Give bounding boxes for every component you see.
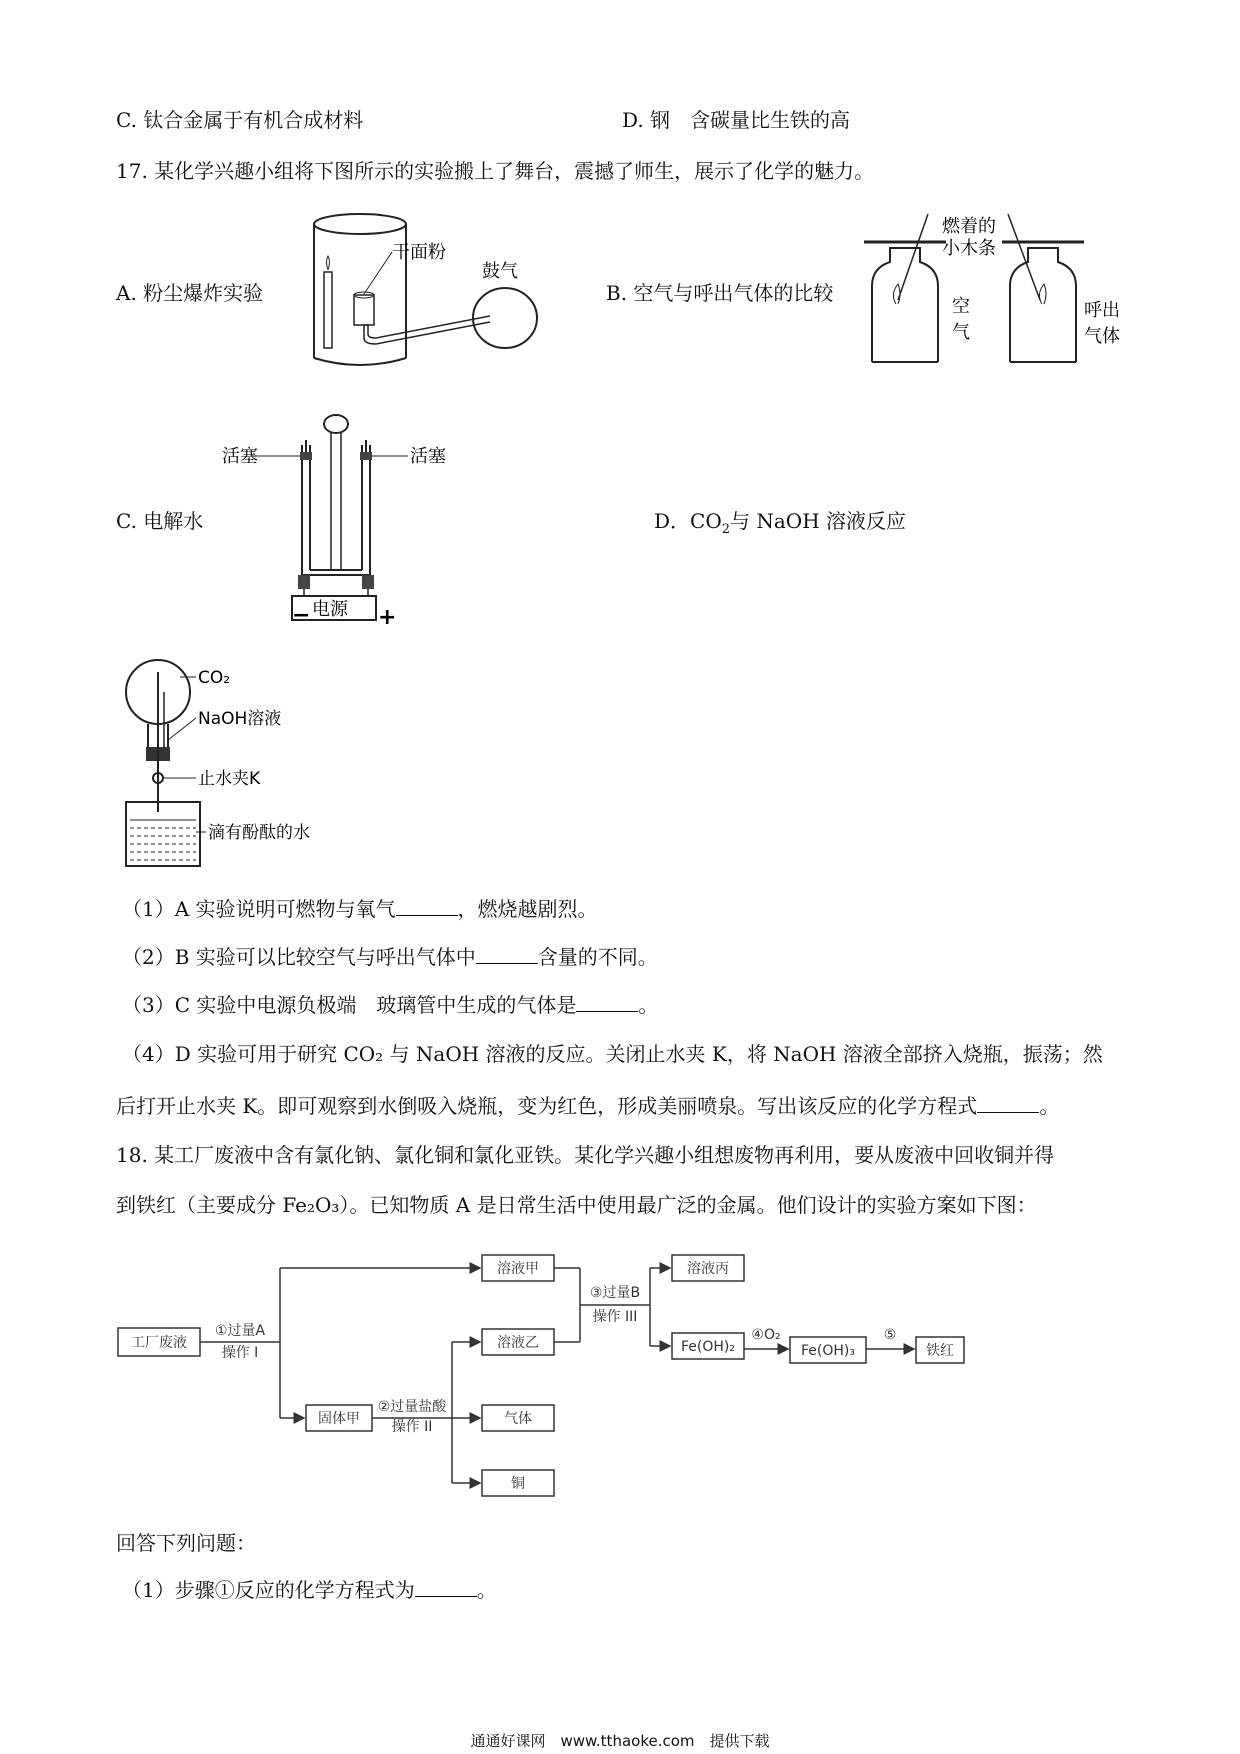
solution-yi-box: 溶液乙	[497, 1335, 539, 1351]
dust-explosion-figure	[300, 210, 540, 375]
step2-reagent: ②过量盐酸	[377, 1399, 447, 1415]
clamp-k-label: 止水夹K	[198, 769, 261, 789]
answer-prompt: 回答下列问题：	[116, 1531, 256, 1555]
q17-option-b-label: B. 空气与呼出气体的比较	[606, 281, 834, 305]
q17-sub2: （2）B 实验可以比较空气与呼出气体中 含量的不同。	[122, 945, 658, 969]
answer-blank[interactable]	[396, 897, 458, 916]
step5-label: ⑤	[883, 1327, 897, 1343]
step1-reagent: ①过量A	[214, 1323, 266, 1339]
air-label-2: 气	[952, 322, 970, 343]
q18-stem-line2: 到铁红（主要成分 Fe₂O₃）。已知物质 A 是日常生活中使用最广泛的金属。他们设计的实验方案如下图：	[116, 1193, 1037, 1217]
feoh3-box: Fe(OH)₃	[801, 1343, 855, 1359]
q18-sub1: （1）步骤①反应的化学方程式为 。	[122, 1578, 497, 1602]
plus-sign: +	[378, 605, 397, 630]
answer-blank[interactable]	[476, 945, 538, 964]
feoh2-box: Fe(OH)₂	[681, 1339, 735, 1355]
co2-label: CO₂	[198, 668, 231, 688]
option-c: C. 钛合金属于有机合成材料	[116, 108, 364, 132]
q17-sub1: （1）A 实验说明可燃物与氧气 ，燃烧越剧烈。	[122, 897, 598, 921]
q17-sub4-line1: （4）D 实验可用于研究 CO₂ 与 NaOH 溶液的反应。关闭止水夹 K，将 NaOH 溶液全部挤入烧瓶，振荡；然	[122, 1042, 1103, 1066]
q17-option-d-label: D．$CO_2$与 NaOH 溶液反应	[654, 509, 906, 537]
electrolysis-figure	[212, 410, 452, 630]
fountain-experiment-figure	[118, 652, 378, 872]
q17-option-a-label: A. 粉尘爆炸实验	[116, 281, 264, 305]
solution-bing-box: 溶液丙	[687, 1261, 729, 1277]
naoh-solution-label: NaOH溶液	[198, 709, 282, 729]
step3-operation: 操作 III	[592, 1309, 638, 1325]
process-flowchart	[110, 1245, 970, 1510]
flour-label: 干面粉	[392, 242, 446, 263]
exhaled-label-1: 呼出	[1084, 300, 1120, 321]
q18-stem-line1: 18. 某工厂废液中含有氯化钠、氯化铜和氯化亚铁。某化学兴趣小组想废物再利用，要从废液中回收铜并得	[116, 1143, 1055, 1167]
q17-sub3: （3）C 实验中电源负极端 玻璃管中生成的气体是 。	[122, 993, 659, 1017]
valve-right-label: 活塞	[410, 446, 446, 467]
burning-stick-label-1: 燃着的	[942, 216, 996, 237]
waste-liquid-box: 工厂废液	[131, 1335, 187, 1351]
burning-stick-label-2: 小木条	[942, 238, 996, 259]
option-d: D. 钢 含碳量比生铁的高	[622, 108, 851, 132]
solution-jia-box: 溶液甲	[497, 1261, 539, 1277]
q17-option-c-label: C. 电解水	[116, 509, 204, 533]
q17-sub4-line2: 后打开止水夹 K。即可观察到水倒吸入烧瓶，变为红色，形成美丽喷泉。写出该反应的化学方程式 。	[116, 1094, 1060, 1118]
bellows-label: 鼓气	[482, 261, 518, 282]
minus-sign: −	[292, 603, 311, 628]
exhaled-label-2: 气体	[1084, 326, 1120, 347]
air-label-1: 空	[952, 296, 970, 317]
gas-comparison-figure	[860, 212, 1140, 372]
answer-blank[interactable]	[977, 1094, 1039, 1113]
power-supply-label: 电源	[312, 599, 348, 620]
answer-blank[interactable]	[576, 993, 638, 1012]
q17-stem: 17. 某化学兴趣小组将下图所示的实验搬上了舞台，震撼了师生，展示了化学的魅力。	[116, 159, 875, 183]
step2-operation: 操作 II	[391, 1419, 433, 1435]
phenolphthalein-water-label: 滴有酚酞的水	[208, 823, 310, 843]
step1-operation: 操作 I	[221, 1345, 259, 1361]
iron-red-box: 铁红	[926, 1343, 954, 1359]
page-footer: 通通好课网 www.tthaoke.com 提供下载	[470, 1732, 770, 1750]
step4-reagent: ④O₂	[751, 1327, 781, 1343]
gas-box: 气体	[504, 1411, 532, 1427]
copper-box: 铜	[511, 1476, 525, 1492]
step3-reagent: ③过量B	[589, 1285, 641, 1301]
answer-blank[interactable]	[415, 1578, 477, 1597]
valve-left-label: 活塞	[222, 446, 258, 467]
solid-jia-box: 固体甲	[318, 1411, 360, 1427]
